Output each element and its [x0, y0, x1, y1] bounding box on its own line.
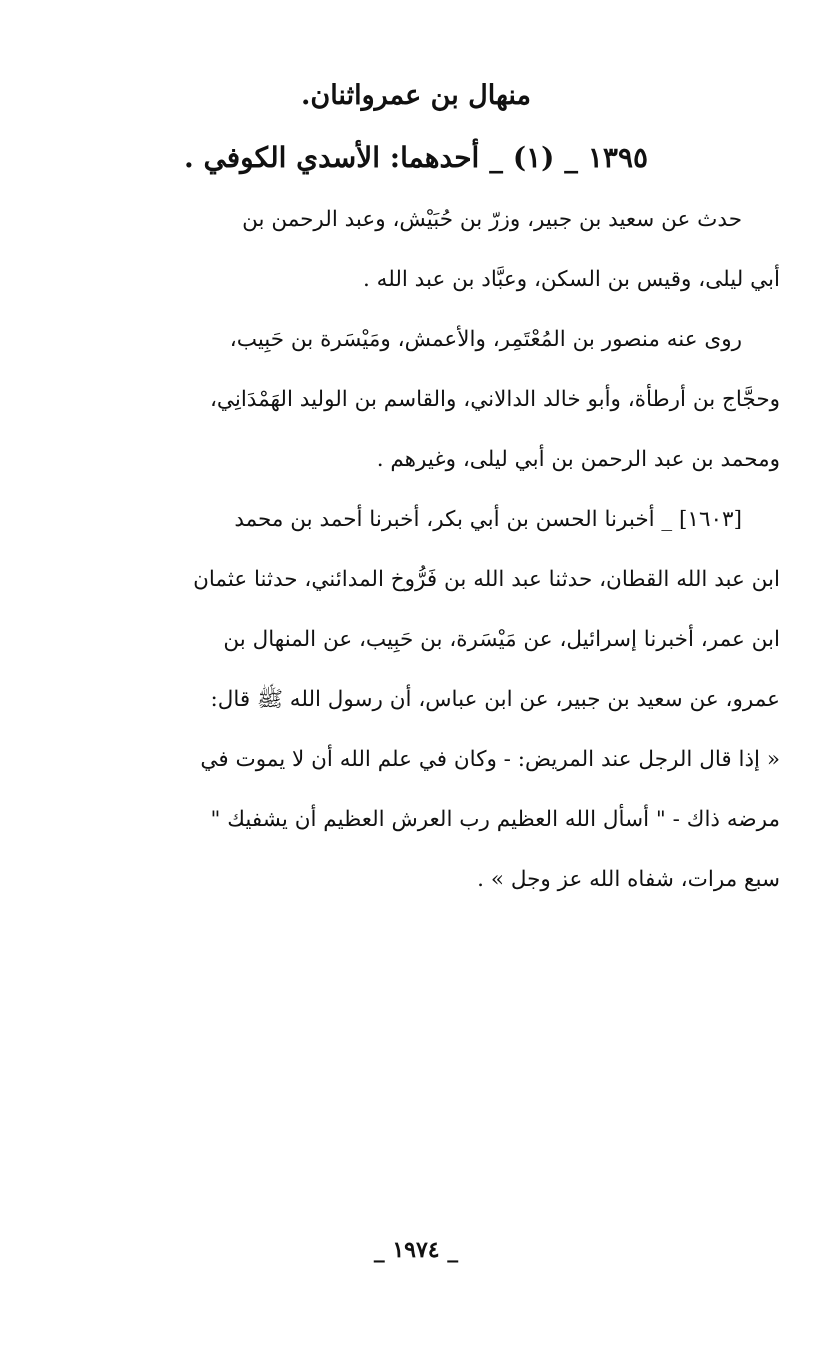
text-line: أبي ليلى، وقيس بن السكن، وعبَّاد بن عبد الله . [363, 267, 780, 292]
section-title: منهال بن عمرواثنان. [300, 80, 532, 111]
text-line: مرضه ذاك - " أسأل الله العظيم رب العرش العظيم أن يشفيك " [210, 807, 780, 832]
text-line: حدث عن سعيد بن جبير، وزرّ بن حُبَيْش، وعبد الرحمن بن [242, 207, 742, 232]
text-line: سبع مرات، شفاه الله عز وجل » . [477, 867, 780, 892]
text-line: ابن عمر، أخبرنا إسرائيل، عن مَيْسَرة، بن حَبِيب، عن المنهال بن [223, 627, 780, 652]
page-number: _ ١٩٧٤ _ [373, 1237, 459, 1263]
paragraph-narrators [90, 310, 780, 490]
text-line: روى عنه منصور بن المُعْتَمِر، والأعمش، ومَيْسَرة بن حَبِيب، [229, 327, 742, 352]
text-line: ابن عبد الله القطان، حدثنا عبد الله بن فَرُّوخ المدائني، حدثنا عثمان [193, 567, 780, 592]
text-line: ومحمد بن عبد الرحمن بن أبي ليلى، وغيرهم . [376, 447, 780, 472]
text-line: [١٦٠٣] _ أخبرنا الحسن بن أبي بكر، أخبرنا أحمد بن محمد [234, 507, 742, 532]
text-line: « إذا قال الرجل عند المريض: - وكان في علم الله أن لا يموت في [200, 747, 780, 772]
paragraph-narrations-from [90, 190, 780, 310]
entry-heading: ١٣٩٥ _ (١) _ أحدهما: الأسدي الكوفي . [183, 141, 649, 174]
paragraph-hadith [90, 490, 780, 910]
text-line: وحجَّاج بن أرطأة، وأبو خالد الدالاني، والقاسم بن الوليد الهَمْدَانِي، [209, 387, 780, 412]
text-line: عمرو، عن سعيد بن جبير، عن ابن عباس، أن رسول الله ﷺ قال: [210, 687, 780, 712]
